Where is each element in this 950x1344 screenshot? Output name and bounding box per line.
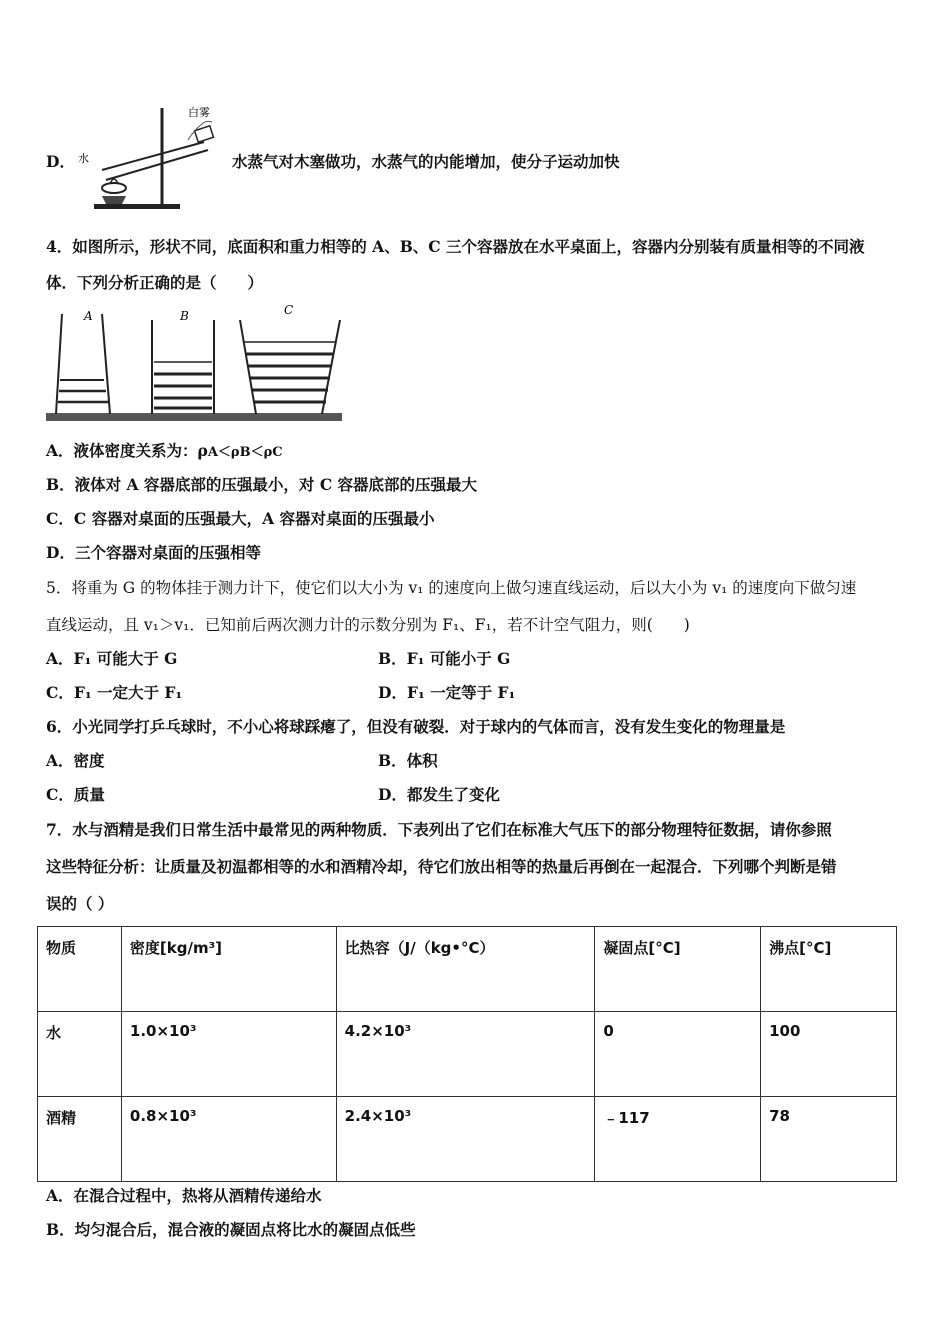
table-cell: 酒精: [38, 1097, 122, 1182]
q3-option-d-label: D．: [46, 152, 75, 171]
q4-option-b: B．液体对 A 容器底部的压强最小，对 C 容器底部的压强最大: [46, 475, 478, 494]
steam-cork-figure: [76, 104, 226, 214]
table-cell: 4.2×10³: [336, 1012, 595, 1097]
table-cell: 2.4×10³: [336, 1097, 595, 1182]
table-header-cell: 物质: [38, 927, 122, 1012]
q7-option-b: B．均匀混合后，混合液的凝固点将比水的凝固点低些: [46, 1220, 416, 1239]
table-header-cell: 密度[kg/m³]: [121, 927, 336, 1012]
table-cell: 0: [595, 1012, 761, 1097]
table-cell: 78: [761, 1097, 897, 1182]
table-header-row: [38, 927, 897, 1012]
q6-option-a: A．密度: [46, 751, 105, 770]
table-header-cell: 沸点[°C]: [761, 927, 897, 1012]
containers-figure: [46, 302, 346, 428]
container-b-label: B: [180, 309, 189, 323]
q5-stem-line2: 直线运动，且 v₁＞v₁．已知前后两次测力计的示数分别为 F₁、F₁，若不计空气阻力，则( ): [46, 616, 690, 634]
q4-option-c: C．C 容器对桌面的压强最大，A 容器对桌面的压强最小: [46, 509, 435, 528]
q6-option-d: D．都发生了变化: [378, 785, 500, 804]
table-header-cell: 比热容（J/（kg•°C）: [336, 927, 595, 1012]
table-row: [38, 1012, 897, 1097]
q5-stem-line1: 5．将重为 G 的物体挂于测力计下，使它们以大小为 v₁ 的速度向上做匀速直线运动，后以大小为 v₁ 的速度向下做匀速: [46, 579, 857, 597]
q4-stem-line2: 体．下列分析正确的是（ ）: [46, 273, 264, 292]
q7-stem-line2: 这些特征分析：让质量及初温都相等的水和酒精冷却，待它们放出相等的热量后再倒在一起混合．下列哪个判断是错: [46, 857, 837, 876]
water-label: 水: [78, 152, 89, 165]
q7-option-a: A．在混合过程中，热将从酒精传递给水: [46, 1186, 322, 1205]
q7-stem-line1: 7．水与酒精是我们日常生活中最常见的两种物质．下表列出了它们在标准大气压下的部分物理特征数据，请你参照: [46, 820, 832, 839]
q6-option-b: B．体积: [378, 751, 438, 770]
fog-label: 白雾: [188, 106, 210, 119]
table-cell: 水: [38, 1012, 122, 1097]
table-cell: 1.0×10³: [121, 1012, 336, 1097]
container-c-label: C: [284, 303, 294, 317]
table-header-cell: 凝固点[°C]: [595, 927, 761, 1012]
q3-option-d-text: 水蒸气对木塞做功，水蒸气的内能增加，使分子运动加快: [232, 152, 620, 171]
properties-table: [37, 926, 897, 1182]
container-a-label: A: [84, 309, 93, 323]
q4-stem-line1: 4．如图所示，形状不同，底面积和重力相等的 A、B、C 三个容器放在水平桌面上，容器内分别装有质量相等的不同液: [46, 237, 865, 256]
q5-option-b: B．F₁ 可能小于 G: [378, 649, 511, 668]
table-row: [38, 1097, 897, 1182]
q5-option-a: A．F₁ 可能大于 G: [46, 649, 178, 668]
q4-option-a-text: A．液体密度关系为：ρ: [46, 441, 208, 460]
q4-option-a: [46, 441, 283, 463]
table-cell: 100: [761, 1012, 897, 1097]
q4-option-a-tail: A＜ρB＜ρC: [207, 445, 283, 460]
q7-stem-line3: 误的（ ）: [46, 894, 114, 913]
q5-option-c: C．F₁ 一定大于 F₁: [46, 683, 183, 702]
table-cell: 0.8×10³: [121, 1097, 336, 1182]
q4-option-d: D．三个容器对桌面的压强相等: [46, 543, 261, 562]
q6-option-c: C．质量: [46, 785, 105, 804]
q6-stem: 6．小光同学打乒乓球时，不小心将球踩瘪了，但没有破裂．对于球内的气体而言，没有发生变化的物理量是: [46, 717, 786, 736]
q5-option-d: D．F₁ 一定等于 F₁: [378, 683, 516, 702]
table-cell: ﹣117: [595, 1097, 761, 1182]
